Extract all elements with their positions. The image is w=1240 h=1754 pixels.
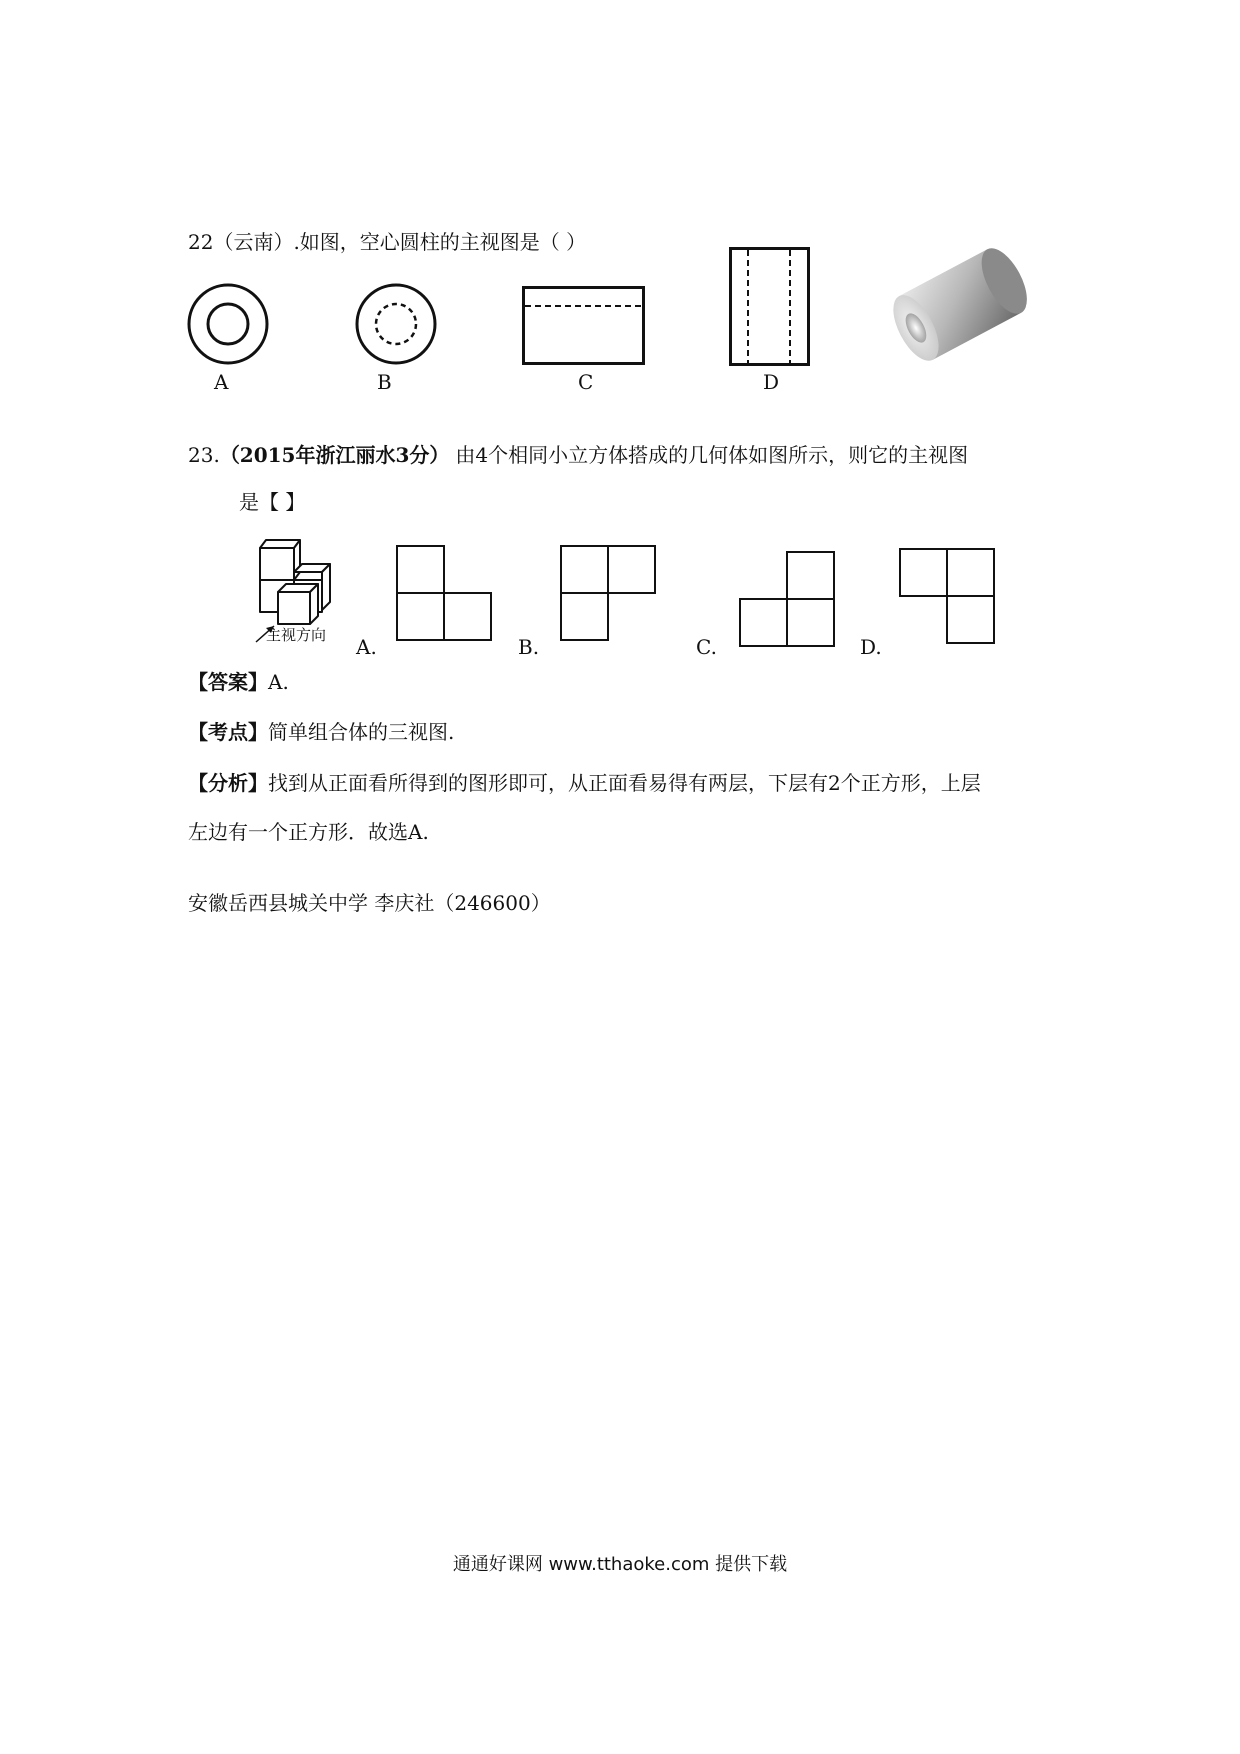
q23-option-a-figure [396,545,494,643]
analysis-line2: 左边有一个正方形．故选A. [188,820,429,844]
q23-option-c-label: C. [696,635,717,659]
q23-stem-part1: 由4个相同小立方体搭成的几何体如图所示，则它的主视图 [455,443,969,467]
point-text: 简单组合体的三视图. [268,720,455,744]
q22-option-d-figure [729,247,811,367]
q22-option-c-figure [522,286,646,366]
hollow-cylinder-image [882,240,1032,370]
q23-option-b-label: B. [518,635,540,659]
q23-stem-line2: 是【 】 [239,490,306,514]
q23-number: 23. [188,443,220,467]
q22-stem: 22（云南）.如图，空心圆柱的主视图是（ ） [188,230,587,254]
q23-source: （2015年浙江丽水3分） [219,443,450,467]
q23-option-a-label: A. [356,635,377,659]
point-line [188,722,454,742]
author-line: 安徽岳西县城关中学 李庆社（246600） [188,891,551,915]
answer-text: A. [268,670,289,694]
q23-stem-line1 [188,445,968,465]
analysis-line1 [188,773,981,793]
q22-option-c-label: C [578,370,594,394]
cube-figure-caption: 主视方向 [266,626,327,644]
analysis-text-1: 找到从正面看所得到的图形即可，从正面看易得有两层，下层有2个正方形，上层 [268,771,981,795]
answer-tag: 【答案】 [188,670,268,694]
q22-option-a-label: A [214,370,229,394]
q22-option-d-label: D [763,370,780,394]
q22-option-a-figure [186,282,270,366]
q23-option-d-label: D. [860,635,882,659]
answer-line [188,672,289,692]
footer-text: 通通好课网 www.tthaoke.com 提供下载 [452,1554,788,1575]
q23-option-b-figure [560,545,658,643]
q23-option-d-figure [899,548,997,646]
q22-option-b-figure [354,282,438,366]
q23-option-c-figure [739,551,837,649]
q22-option-b-label: B [377,370,392,394]
point-tag: 【考点】 [188,720,268,744]
analysis-tag: 【分析】 [188,771,268,795]
